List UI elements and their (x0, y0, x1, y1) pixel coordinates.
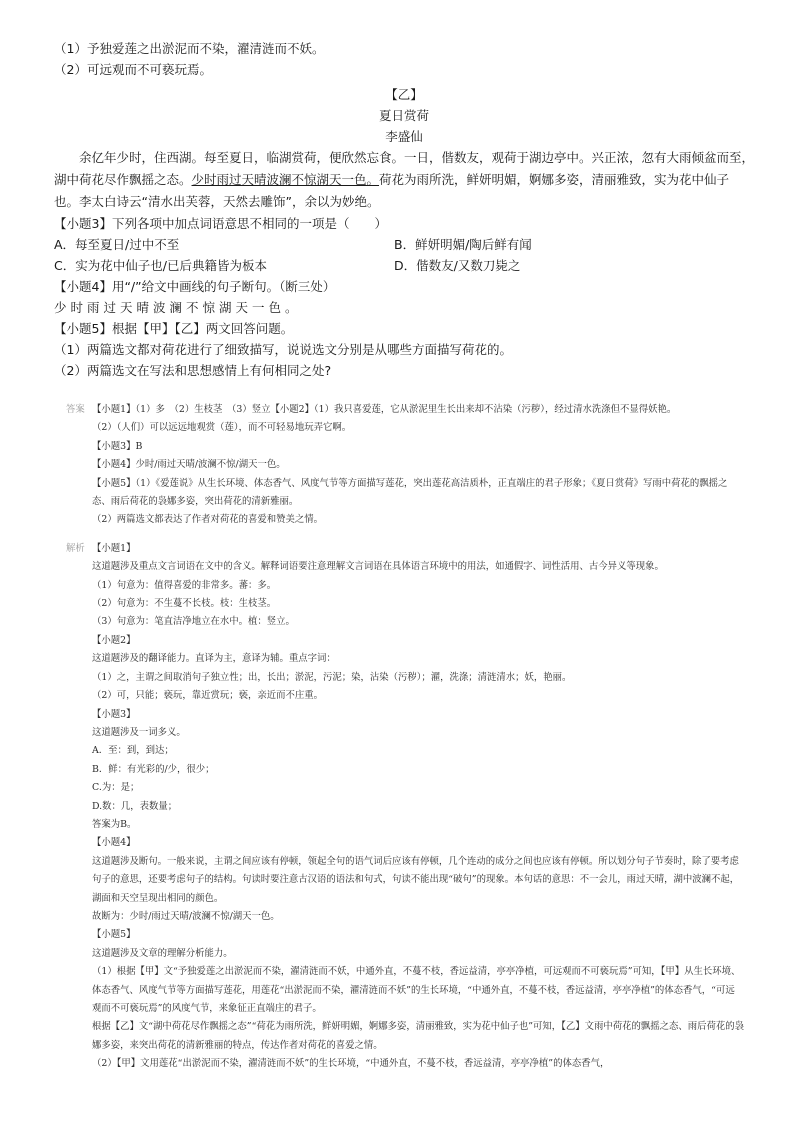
question-4: 【小题4】用“/”给文中画线的句子断句。（断三处） (54, 279, 336, 294)
translation-item-1: （1）予独爱莲之出淤泥而不染，濯清涟而不妖。 (54, 41, 325, 56)
section-heading: 【乙】 (385, 87, 423, 102)
analysis-line: （1）根据【甲】文“予独爱莲之出淤泥而不染，濯清涟而不妖，中通外直，不蔓不枝，香远益清，亭亭净植，可远观而不可亵玩焉”可知，【甲】从生长环境、体态香气、风度气节等方面描写莲花，用莲花“出淤泥而不染，濯清涟而不妖”的生长环境，“中通外直，不蔓不枝，香远益清，亭亭净植”的体态香气，“可远观而不可亵玩焉”的风度气节，来象征正直端庄的君子。 (92, 966, 741, 1014)
analysis-line: （1）之，主谓之间取消句子独立性；出，长出；淤泥，污泥；染，沾染（污秽）；濯，洗涤；清涟清水；妖，艳丽。 (92, 671, 572, 683)
analysis-line: 这道题涉及重点文言词语在文中的含义。解释词语要注意理解文言词语在具体语言环境中的用法，如通假字、词性活用、古今异义等现象。 (92, 561, 664, 573)
analysis-line: 这道题涉及文章的理解分析能力。 (92, 947, 233, 959)
analysis-line: （3）句意为：笔直洁净地立在水中。植：竖立。 (92, 616, 295, 628)
analysis-line: 【小题1】 (92, 542, 136, 554)
answer-block (54, 401, 754, 530)
option-b: B．鲜妍明媚/陶后鲜有闻 (394, 237, 532, 252)
analysis-line: （2）【甲】文用莲花“出淤泥而不染，濯清涟而不妖”的生长环境，“中通外直，不蔓不枝，香远益清，亭亭净植”的体态香气， (92, 1058, 610, 1070)
analysis-line: 【小题3】 (92, 708, 136, 720)
translation-item-2: （2）可远观而不可亵玩焉。 (54, 62, 212, 77)
essay-text-part-a: 余亿年少时，住西湖。每至夏日，临湖赏荷，便欣然忘食。一日，偕数友，观荷于湖边亭中。兴正浓，忽有大雨倾盆而至，湖中荷花尽作飘摇之态。 (54, 150, 755, 187)
underlined-sentence: 少时雨过天晴波澜不惊湖天一色。 (191, 172, 380, 187)
answer-line: （2）（人们）可以远远地观赏（莲），而不可轻易地玩弄它啊。 (92, 422, 352, 434)
essay-paragraph (54, 147, 754, 213)
question-4-sentence: 少时雨过天晴波澜不惊湖天一色。 (54, 300, 302, 315)
analysis-line: （2）句意为：不生蔓不长枝。枝：生枝茎。 (92, 598, 277, 610)
analysis-line: 【小题5】 (92, 929, 136, 941)
analysis-line: 根据【乙】文“湖中荷花尽作飘摇之态”“荷花为雨所洗，鲜妍明媚，婀娜多姿，清丽雅致，实为花中仙子也”可知，【乙】文雨中荷花的飘摇之态、雨后荷花的袅娜多姿，来突出荷花的清新雅丽的特点，传达作者对荷花的喜爱之情。 (92, 1021, 744, 1051)
analysis-lines (92, 540, 754, 1074)
answer-line: 【小题5】（1）《爱莲说》从生长环境、体态香气、风度气节等方面描写莲花，突出莲花高洁质朴，正直端庄的君子形象；《夏日赏荷》写雨中荷花的飘摇之态、雨后荷花的袅娜多姿，突出荷花的清新雅丽。 (92, 477, 728, 508)
question-3-options (54, 234, 754, 276)
option-d: D．偕数友/又数刀毙之 (394, 258, 521, 273)
question-5-part-2: （2）两篇选文在写法和思想感情上有何相同之处? (54, 363, 332, 378)
essay-author: 李盛仙 (385, 129, 423, 144)
analysis-line: B．鲜：有光彩的/少，很少； (92, 763, 215, 775)
essay-text-part-b: 荷花为雨所洗，鲜妍明媚，婀娜多姿，清丽雅致，实为花中仙子也。李太白诗云“清水出芙蓉，天然去雕饰”，余以为妙绝。 (54, 172, 730, 209)
question-5-part-1: （1）两篇选文都对荷花进行了细致描写，说说选文分别是从哪些方面描写荷花的。 (54, 342, 512, 357)
analysis-line: 答案为B。 (92, 818, 137, 830)
answer-label: 答案 (66, 404, 85, 415)
analysis-line: 【小题2】 (92, 634, 136, 646)
analysis-line: 故断为：少时/雨过天晴/波澜不惊/湖天一色。 (92, 910, 280, 922)
analysis-line: D.数：几，表数量； (92, 800, 178, 812)
option-a: A．每至夏日/过中不至 (54, 237, 180, 252)
answer-line: 【小题1】（1）多 （2）生枝茎 （3）竖立【小题2】（1）我只喜爱莲，它从淤泥里生长出来却不沾染（污秽），经过清水洗涤但不显得妖艳。 (92, 404, 677, 415)
analysis-line: （1）句意为：值得喜爱的非常多。蕃：多。 (92, 579, 277, 591)
analysis-label: 解析 (66, 542, 85, 554)
analysis-line: 这道题涉及一词多义。 (92, 726, 186, 738)
answer-line: 【小题3】B (92, 440, 143, 452)
option-c: C．实为花中仙子也/已后典籍皆为板本 (54, 258, 267, 273)
question-3: 【小题3】下列各项中加点词语意思不相同的一项是（ ） (54, 216, 387, 231)
essay-title: 夏日赏荷 (378, 108, 429, 123)
analysis-line: （2）可，只能；亵玩，靠近赏玩；亵，亲近而不庄重。 (92, 690, 323, 702)
question-5: 【小题5】根据【甲】【乙】两文回答问题。 (54, 321, 294, 336)
answer-section (54, 401, 754, 1074)
answer-line: 【小题4】少时/雨过天晴/波澜不惊/湖天一色。 (92, 459, 286, 471)
analysis-block (54, 540, 754, 1074)
analysis-line: 【小题4】 (92, 837, 136, 849)
analysis-line: 这道题涉及的翻译能力。直译为主，意译为辅。重点字词： (92, 653, 336, 665)
analysis-line: C.为：是； (92, 782, 140, 794)
analysis-line: A．至：到，到达； (92, 745, 174, 757)
answer-line: （2）两篇选文都表达了作者对荷花的喜爱和赞美之情。 (92, 514, 323, 526)
answer-lines (92, 401, 754, 530)
analysis-line: 这道题涉及断句。一般来说，主谓之间应该有停顿，领起全句的语气词后应该有停顿，几个连动的成分之间也应该有停顿。所以划分句子节奏时，除了要考虑句子的意思，还要考虑句子的结构。句读时要注意古汉语的语法和句式，句读不能出现“破句”的现象。本句话的意思：不一会儿，雨过天晴，湖中波澜不起，湖面和天空呈现出相同的颜色。 (92, 855, 740, 904)
